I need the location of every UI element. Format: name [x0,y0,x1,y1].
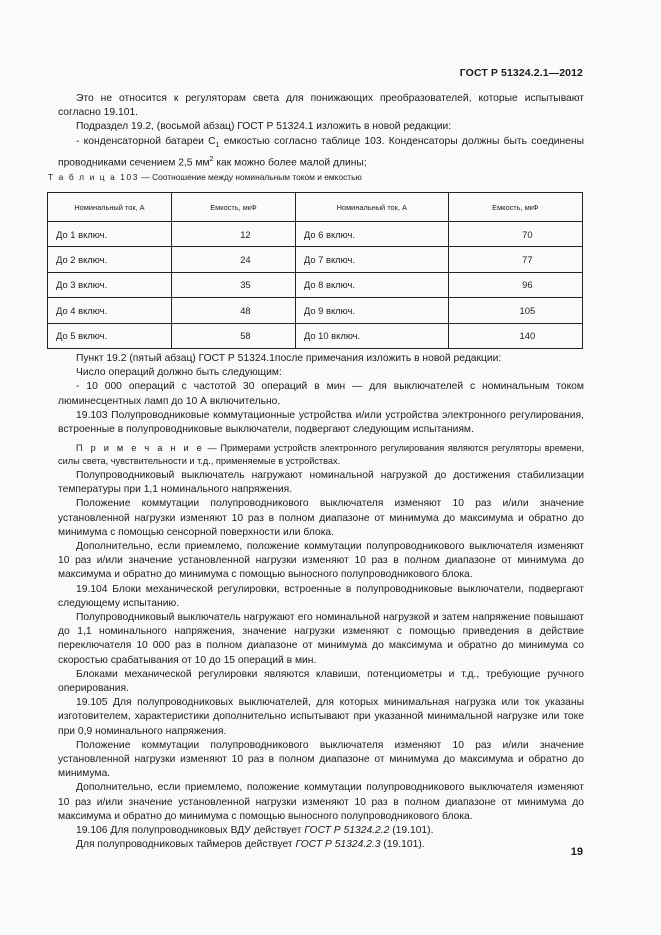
cell-capacitance: 35 [171,272,295,297]
cell-current: До 6 включ. [295,222,448,247]
paragraph: Положение коммутации полупроводникового выключателя изменяют 10 раз и/или значение установленной нагрузки изменяют 10 раз в полном диапазоне от минимума до максимума и обратно до минимума. [58,739,584,780]
table-row [48,272,583,297]
cell-current: До 10 включ. [295,323,448,348]
paragraph: Полупроводниковый выключатель нагружают его номинальной нагрузкой и затем напряжение повышают до 1,1 номинального напряжения, значение нагрузки изменяют с помощью приведения в действие переключателя 10 000 раз в полном диапазоне от минимума до максимума и обратно до минимума со скоростью срабатывания от 10 до 15 операций в мин. [58,612,584,666]
header-capacitance-2: Емкость, мкФ [448,193,582,222]
paragraph: - 10 000 операций с частотой 30 операций в мин — для выключателей с номинальным током люминесцентных ламп до 10 А включительно. [58,381,584,407]
cell-current: До 2 включ. [48,247,172,272]
page-number: 19 [570,846,583,858]
cell-capacitance: 24 [171,247,295,272]
cell-current: До 8 включ. [295,272,448,297]
cell-current: До 9 включ. [295,298,448,323]
intro-paragraph-3: - конденсаторной батареи $C_1$ емкостью согласно таблице 103. Конденсаторы должны быть соединены проводниками сечением 2,5 $мм^2$ как можно более малой длины; [58,135,584,169]
header-current-1: Номинальный ток, А [48,193,172,222]
intro-paragraph-1: Это не относится к регуляторам света для понижающих преобразователей, которые испытывают согласно 19.101. [58,93,584,119]
paragraph: Дополнительно, если приемлемо, положение коммутации полупроводникового выключателя изменяют 10 раз и/или значение установленной нагрузки изменяют 10 раз в полном диапазоне от минимума до максимума и обратно до минимума с помощью выносного полупроводникового блока. [58,541,584,581]
paragraph: Полупроводниковый выключатель нагружают номинальной нагрузкой до достижения стабилизации температуры при 1,1 номинального напряжения. [58,470,584,496]
standard-header: ГОСТ Р 51324.2.1—2012 [459,67,583,79]
paragraph: 19.103 Полупроводниковые коммутационные устройства и/или устройства электронного регулирования, встроенные в полупроводниковые выключатели, подвергают следующим испытаниям. [58,409,584,436]
table-caption: Т а б л и ц а 103 — Соотношение между номинальным током и емкостью [48,172,362,182]
cell-capacitance: 48 [171,298,295,323]
table-row [48,323,583,348]
paragraph: Блоками механической регулировки являются клавиши, потенциометры и т.д., требующие ручного оперирования. [58,668,584,695]
table-row [48,247,583,272]
note: П р и м е ч а н и е — Примерами устройств электронного регулирования являются регуляторы времени, силы света, чувствительности и т.д., применяемые в устройствах. [58,443,584,467]
table-header-row [48,193,583,222]
intro-block [58,92,584,170]
paragraph: Пункт 19.2 (пятый абзац) ГОСТ Р 51324.1после примечания изложить в новой редакции: [76,353,502,364]
cell-capacitance: 12 [171,222,295,247]
intro-paragraph-2: Подраздел 19.2, (восьмой абзац) ГОСТ Р 51324.1 изложить в новой редакции: [76,121,452,133]
cell-capacitance: 105 [448,298,582,323]
cell-capacitance: 77 [448,247,582,272]
paragraph: 19.105 Для полупроводниковых выключателей, для которых минимальная нагрузка или ток указаны изготовителем, характеристики дополнительно испытывают при указанной минимальной нагрузке или токе при 0,9 номинального напряжения. [58,697,584,737]
header-capacitance-1: Емкость, мкФ [171,193,295,222]
cell-capacitance: 96 [448,272,582,297]
cell-current: До 1 включ. [48,222,172,247]
section-19-103-block [58,469,584,852]
cell-current: До 7 включ. [295,247,448,272]
cell-capacitance: 70 [448,222,582,247]
cell-current: До 4 включ. [48,298,172,323]
cell-capacitance: 140 [448,323,582,348]
cell-capacitance: 58 [171,323,295,348]
table-row [48,222,583,247]
cell-current: До 5 включ. [48,323,172,348]
cell-current: До 3 включ. [48,272,172,297]
table-row [48,298,583,323]
section-19-2-block [58,352,584,468]
paragraph: 19.106 Для полупроводниковых ВДУ действует ГОСТ Р 51324.2.2 (19.101). [76,825,434,837]
paragraph: Число операций должно быть следующим: [76,367,282,379]
paragraph: Для полупроводниковых таймеров действует ГОСТ Р 51324.2.3 (19.101). [76,839,425,851]
header-current-2: Номинальный ток, А [295,193,448,222]
paragraph: 19.104 Блоки механической регулировки, встроенные в полупроводниковые выключатели, подвергают следующему испытанию. [58,583,584,609]
paragraph: Положение коммутации полупроводникового выключателя изменяют 10 раз и/или значение установленной нагрузки изменяют 10 раз в полном диапазоне от минимума до максимума и обратно до минимума с помощью сенсорной поверхности или блока. [58,498,584,538]
capacitance-table [47,192,583,349]
paragraph: Дополнительно, если приемлемо, положение коммутации полупроводникового выключателя изменяют 10 раз и/или значение установленной нагрузки изменяют 10 раз в полном диапазоне от минимума до максимума и обратно до минимума с помощью выносного полупроводникового блока. [58,782,584,822]
